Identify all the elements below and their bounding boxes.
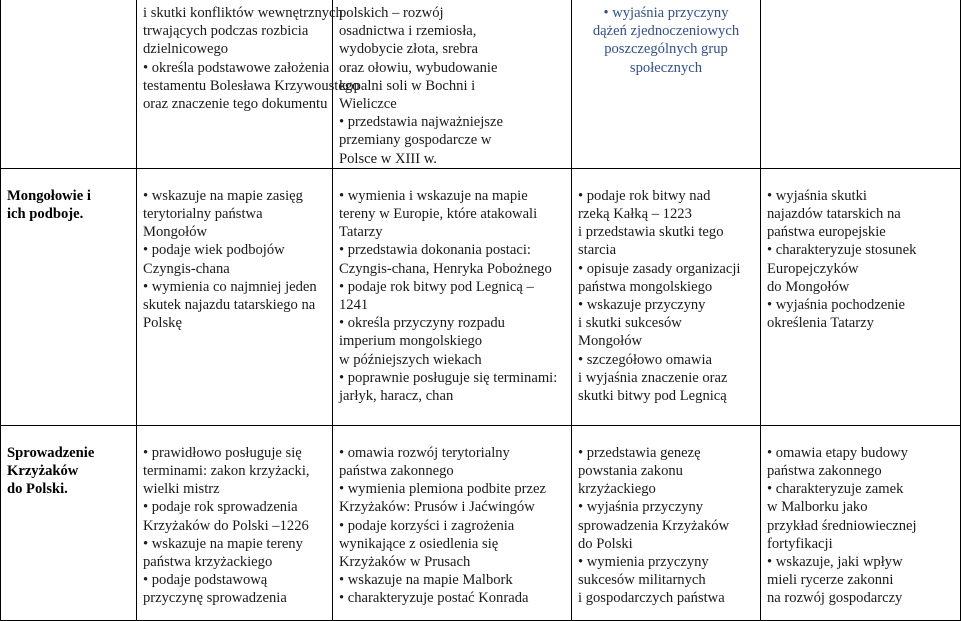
requirement-line: Krzyżaków do Polski –1226	[143, 517, 309, 534]
requirement-line: państwa zakonnego	[339, 463, 454, 480]
requirement-line: • wskazuje przyczyny	[578, 297, 706, 314]
requirement-line: terminami: zakon krzyżacki,	[143, 463, 310, 480]
requirement-line: państwa zakonnego	[767, 463, 882, 480]
requirement-line: 1241	[339, 297, 369, 314]
requirements-cell	[761, 168, 961, 425]
requirement-line: państwa krzyżackiego	[143, 554, 273, 571]
requirement-line: rzeką Kałką – 1223	[578, 206, 692, 223]
requirement-line: przykład średniowiecznej	[767, 517, 917, 534]
requirement-line: • poprawnie posługuje się terminami:	[339, 369, 558, 386]
topic-title-line: Krzyżaków	[7, 463, 79, 480]
requirement-line: krzyżackiego	[578, 481, 656, 498]
requirement-line: • wskazuje na mapie tereny	[143, 535, 303, 552]
requirement-line: kopalni soli w Bochni i	[339, 77, 476, 94]
topic-title-line: Mongołowie i	[7, 187, 91, 204]
requirement-line: fortyfikacji	[767, 535, 833, 552]
requirements-cell	[137, 425, 333, 620]
requirement-line: w późniejszych wiekach	[339, 351, 482, 368]
requirement-line: • podaje wiek podbojów	[143, 242, 285, 259]
requirement-line: • podaje rok bitwy pod Legnicą –	[339, 278, 534, 295]
requirement-line: powstania zakonu	[578, 463, 683, 480]
requirement-line: Wieliczce	[339, 96, 397, 113]
requirements-cell	[333, 0, 572, 168]
requirement-line: przemiany gospodarcze w	[339, 132, 492, 149]
requirement-line: • opisuje zasady organizacji	[578, 260, 741, 277]
requirement-line: • przedstawia dokonania postaci:	[339, 242, 531, 259]
requirement-line: starcia	[578, 242, 617, 259]
requirement-line: • omawia etapy budowy	[767, 444, 908, 461]
requirement-line: trwających podczas rozbicia	[143, 23, 309, 40]
requirements-cell	[333, 168, 572, 425]
topic-cell	[1, 425, 137, 620]
requirements-cell	[572, 168, 761, 425]
requirement-line: tereny w Europie, które atakowali	[339, 206, 538, 223]
requirement-line: wydobycie złota, srebra	[339, 41, 478, 58]
requirement-line: najazdów tatarskich na	[767, 206, 901, 223]
requirement-line: • szczegółowo omawia	[578, 351, 712, 368]
table-row	[1, 425, 961, 620]
requirement-line: • określa przyczyny rozpadu	[339, 315, 505, 332]
requirement-line: dążeń zjednoczeniowych	[592, 23, 740, 40]
requirement-line: • charakteryzuje postać Konrada	[339, 590, 529, 607]
requirement-line: imperium mongolskiego	[339, 333, 483, 350]
requirement-line: Krzyżaków: Prusów i Jaćwingów	[339, 499, 535, 516]
requirement-line: • prawidłowo posługuje się	[143, 444, 302, 461]
requirement-line: przyczynę sprowadzenia	[143, 590, 287, 607]
requirement-line: skutki bitwy pod Legnicą	[578, 388, 727, 405]
requirement-line: skutek najazdu tatarskiego na	[143, 297, 316, 314]
requirement-line: Polsce w XIII w.	[339, 150, 437, 167]
requirement-line: sprowadzenia Krzyżaków	[578, 517, 730, 534]
requirement-line: • wyjaśnia skutki	[767, 187, 867, 204]
requirement-line: jarłyk, haracz, chan	[339, 388, 454, 405]
requirement-line: • określa podstawowe założenia	[143, 59, 330, 76]
requirement-line: • wyjaśnia przyczyny	[578, 499, 704, 516]
requirement-line: i przedstawia skutki tego	[578, 224, 724, 241]
requirement-line: określenia Tatarzy	[767, 315, 874, 332]
requirement-line: oraz ołowiu, wybudowanie	[339, 59, 498, 76]
requirement-line: wynikające z osiedlenia się	[339, 535, 499, 552]
requirement-line: • omawia rozwój terytorialny	[339, 444, 510, 461]
requirement-line: dzielnicowego	[143, 41, 229, 58]
requirement-line: testamentu Bolesława Krzywoustego	[143, 77, 360, 94]
requirement-line: państwa mongolskiego	[578, 278, 713, 295]
requirement-line: Czyngis-chana	[143, 260, 230, 277]
requirement-line: poszczególnych grup	[604, 41, 728, 58]
requirement-line: • podaje korzyści i zagrożenia	[339, 517, 515, 534]
requirement-line: i wyjaśnia znaczenie oraz	[578, 369, 728, 386]
requirement-line: osadnictwa i rzemiosła,	[339, 23, 477, 40]
requirement-line: • wymienia przyczyny	[578, 554, 709, 571]
requirement-line: mieli rycerze zakonni	[767, 572, 894, 589]
requirement-line: i skutki sukcesów	[578, 315, 682, 332]
table-row	[1, 0, 961, 168]
topic-cell	[1, 168, 137, 425]
requirement-line: sukcesów militarnych	[578, 572, 706, 589]
requirement-line: • wyjaśnia pochodzenie	[767, 297, 906, 314]
requirements-cell	[761, 0, 961, 168]
requirement-line: i skutki konfliktów wewnętrznych	[143, 5, 343, 21]
requirement-line: Polskę	[143, 315, 182, 332]
requirement-line: • wyjaśnia przyczyny	[603, 5, 729, 21]
requirement-line: Krzyżaków w Prusach	[339, 554, 471, 571]
requirement-line: • wskazuje na mapie Malbork	[339, 572, 513, 589]
requirements-cell	[572, 425, 761, 620]
requirements-cell	[333, 425, 572, 620]
requirement-line: • wymienia i wskazuje na mapie	[339, 187, 528, 204]
requirement-line: społecznych	[629, 59, 703, 76]
requirement-line: Czyngis-chana, Henryka Pobożnego	[339, 260, 552, 277]
requirement-line: wielki mistrz	[143, 481, 220, 498]
requirement-line: Tatarzy	[339, 224, 383, 241]
topic-title-line: ich podboje.	[7, 206, 84, 223]
requirement-line: • podaje podstawową	[143, 572, 268, 589]
requirement-line: • charakteryzuje zamek	[767, 481, 904, 498]
requirement-line: • wskazuje, jaki wpływ	[767, 554, 903, 571]
requirement-line: • wskazuje na mapie zasięg	[143, 187, 303, 204]
requirement-line: w Malborku jako	[767, 499, 868, 516]
topic-title-line: do Polski.	[7, 481, 68, 498]
requirement-line: polskich – rozwój	[339, 5, 444, 21]
topic-title-line: Sprowadzenie	[7, 444, 95, 461]
requirement-line: terytorialny państwa	[143, 206, 263, 223]
requirement-line: • przedstawia najważniejsze	[339, 114, 503, 131]
requirement-line: do Polski	[578, 535, 633, 552]
requirements-cell	[761, 425, 961, 620]
requirements-cell	[137, 0, 360, 168]
requirement-line: Mongołów	[578, 333, 643, 350]
requirements-cell	[572, 0, 761, 168]
requirement-line: • charakteryzuje stosunek	[767, 242, 917, 259]
requirement-line: • przedstawia genezę	[578, 444, 701, 461]
requirement-line: Mongołów	[143, 224, 208, 241]
topic-cell	[1, 0, 137, 168]
requirement-line: do Mongołów	[767, 278, 850, 295]
requirement-line: • podaje rok sprowadzenia	[143, 499, 298, 516]
requirement-line: • podaje rok bitwy nad	[578, 187, 711, 204]
requirement-line: • wymienia plemiona podbite przez	[339, 481, 546, 498]
requirement-line: na rozwój gospodarczy	[767, 590, 903, 607]
requirement-line: i gospodarczych państwa	[578, 590, 725, 607]
requirement-line: • wymienia co najmniej jeden	[143, 278, 317, 295]
requirement-line: państwa europejskie	[767, 224, 886, 241]
table-row	[1, 168, 961, 425]
requirements-cell	[137, 168, 333, 425]
requirement-line: oraz znaczenie tego dokumentu	[143, 96, 328, 113]
requirement-line: Europejczyków	[767, 260, 859, 277]
